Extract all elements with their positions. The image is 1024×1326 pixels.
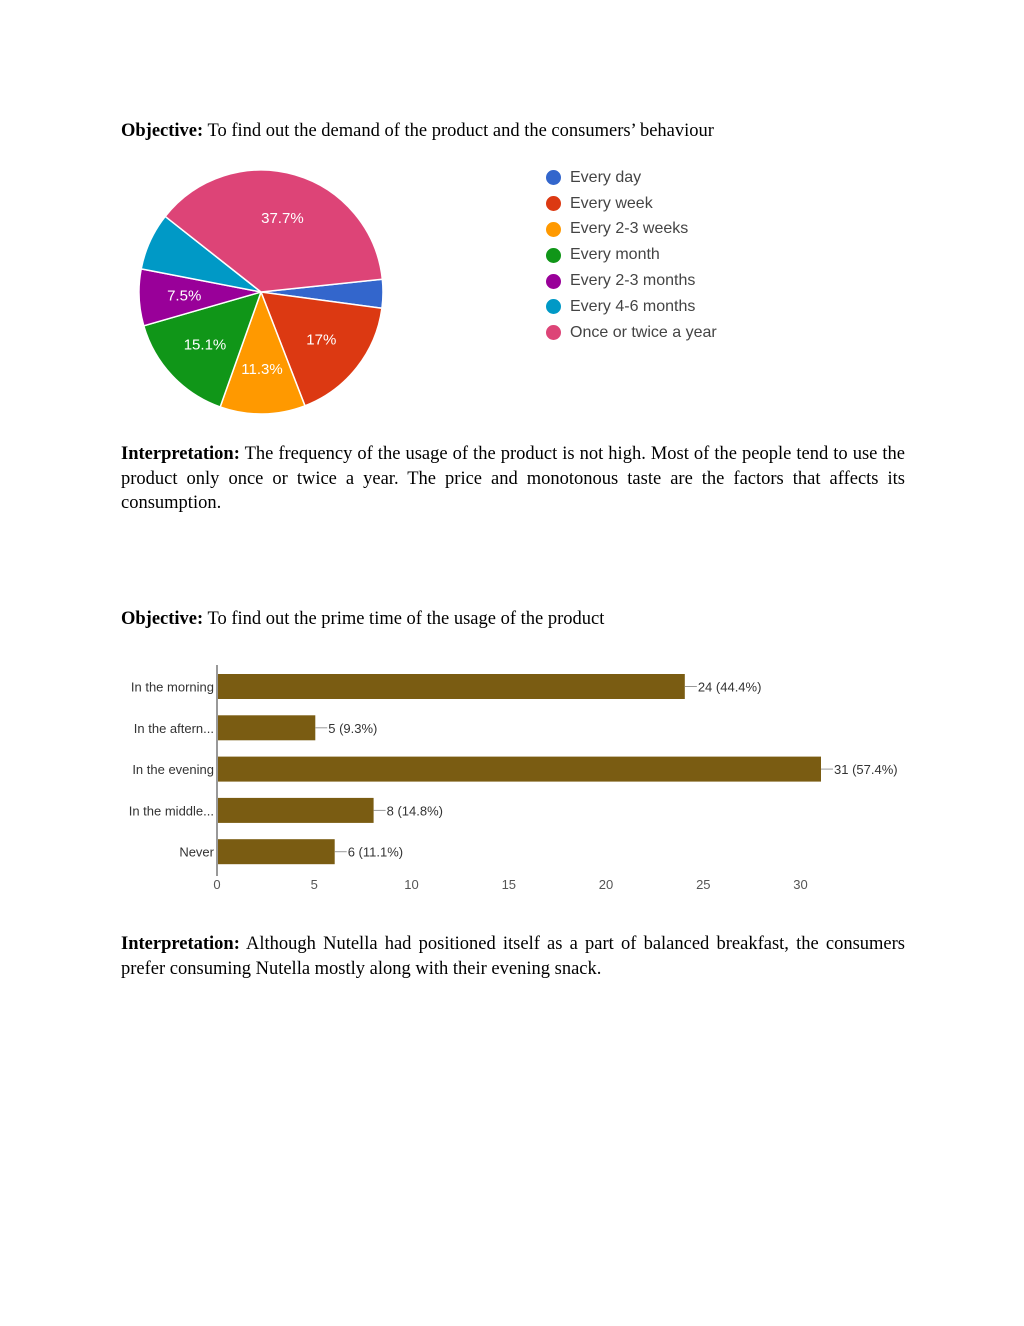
category-label: In the evening	[132, 762, 214, 778]
bar	[218, 674, 685, 699]
legend-color-dot	[546, 222, 561, 237]
interpretation-text: Although Nutella had positioned itself as a part of balanced breakfast, the consumers prefer consuming Nutella mostly along with their evening snack.	[121, 934, 905, 979]
bar	[218, 715, 315, 740]
legend-label: Every 4-6 months	[570, 297, 696, 315]
bar	[218, 757, 821, 782]
objective-text: To find out the demand of the product and the consumers’ behaviour	[203, 121, 714, 141]
legend-color-dot	[546, 325, 561, 340]
category-label: In the middle...	[128, 803, 214, 819]
legend-color-dot	[546, 248, 561, 263]
pie-slice-label: 7.5%	[167, 287, 202, 305]
usage-time-bar-chart	[110, 660, 930, 900]
bar-value-label: 31 (57.4%)	[834, 762, 898, 778]
legend-item	[546, 294, 717, 320]
legend-item	[546, 165, 717, 191]
bar-value-label: 5 (9.3%)	[328, 720, 378, 736]
legend-item	[546, 191, 717, 217]
x-tick-label: 5	[310, 877, 318, 892]
category-label: In the aftern...	[133, 720, 214, 736]
frequency-pie-chart	[130, 162, 392, 424]
interpretation-label: Interpretation:	[121, 934, 240, 954]
category-label: In the morning	[130, 679, 214, 695]
legend-color-dot	[546, 274, 561, 289]
legend-label: Every week	[570, 194, 653, 212]
pie-legend	[546, 165, 717, 346]
objective-paragraph-1	[121, 119, 905, 144]
objective-paragraph-2	[121, 607, 905, 632]
x-tick-label: 30	[793, 877, 808, 892]
legend-item	[546, 268, 717, 294]
legend-label: Every day	[570, 168, 642, 186]
interpretation-paragraph-1	[121, 442, 905, 516]
objective-label: Objective:	[121, 121, 204, 141]
bar-value-label: 8 (14.8%)	[386, 803, 443, 819]
x-tick-label: 20	[598, 877, 614, 892]
x-tick-label: 25	[696, 877, 711, 892]
legend-label: Every 2-3 months	[570, 272, 696, 290]
objective-label: Objective:	[121, 609, 204, 629]
bar	[218, 798, 374, 823]
bar-value-label: 24 (44.4%)	[697, 679, 762, 695]
interpretation-paragraph-2	[121, 932, 905, 981]
bar-value-label: 6 (11.1%)	[347, 844, 404, 860]
legend-item	[546, 217, 717, 243]
x-tick-label: 15	[501, 877, 517, 892]
legend-color-dot	[546, 196, 561, 211]
bar	[218, 839, 335, 864]
pie-slice-label: 37.7%	[261, 210, 304, 228]
legend-label: Every month	[570, 246, 660, 264]
legend-label: Once or twice a year	[570, 323, 717, 341]
x-tick-label: 10	[404, 877, 419, 892]
legend-color-dot	[546, 170, 561, 185]
interpretation-text: The frequency of the usage of the product is not high. Most of the people tend to use the product only once or twice a year. The price and monotonous taste are the factors that affects its consumption.	[121, 444, 905, 513]
pie-slice-label: 17%	[306, 331, 337, 349]
pie-slice-label: 15.1%	[183, 336, 227, 354]
interpretation-label: Interpretation:	[121, 444, 240, 464]
legend-color-dot	[546, 299, 561, 314]
legend-label: Every 2-3 weeks	[570, 220, 689, 238]
x-tick-label: 0	[213, 877, 221, 892]
category-label: Never	[179, 844, 214, 860]
objective-text: To find out the prime time of the usage of the product	[203, 609, 605, 629]
pie-slice-label: 11.3%	[241, 360, 283, 378]
legend-item	[546, 242, 717, 268]
legend-item	[546, 320, 717, 346]
